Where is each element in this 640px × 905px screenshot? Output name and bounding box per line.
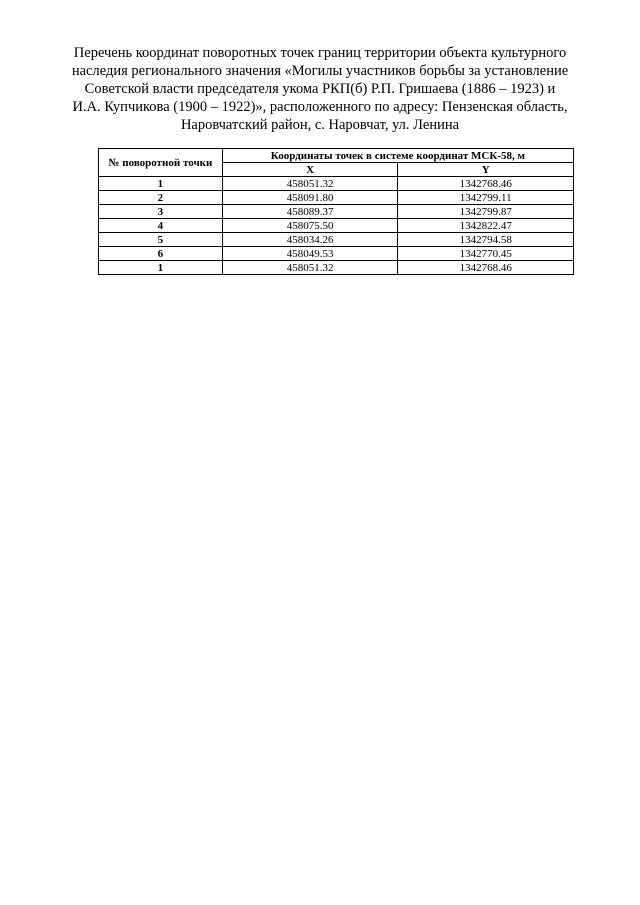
table-row [99, 177, 574, 191]
title-line: Наровчатский район, с. Наровчат, ул. Ленина [180, 117, 460, 133]
title-line: Советской власти председателя укома РКП(б) Р.П. Гришаева (1886 – 1923) и [84, 81, 556, 97]
point-number: 2 [99, 191, 223, 205]
table-row [99, 233, 574, 247]
document-title [60, 44, 580, 134]
x-value: 458049.53 [222, 247, 398, 261]
coordinates-table [98, 148, 574, 275]
title-line: И.А. Купчикова (1900 – 1922)», расположенного по адресу: Пензенская область, [72, 99, 568, 115]
point-number: 1 [99, 261, 223, 275]
header-x: X [222, 163, 398, 177]
table-body [99, 177, 574, 275]
x-value: 458091.80 [222, 191, 398, 205]
x-value: 458051.32 [222, 261, 398, 275]
table-row [99, 205, 574, 219]
point-number: 4 [99, 219, 223, 233]
title-line: Перечень координат поворотных точек границ территории объекта культурного [73, 45, 567, 61]
header-point-number: № поворотной точки [99, 149, 223, 177]
point-number: 3 [99, 205, 223, 219]
x-value: 458034.26 [222, 233, 398, 247]
header-y: Y [398, 163, 574, 177]
y-value: 1342768.46 [398, 177, 574, 191]
x-value: 458075.50 [222, 219, 398, 233]
table-row [99, 261, 574, 275]
title-line: наследия регионального значения «Могилы участников борьбы за установление [71, 63, 569, 79]
y-value: 1342822.47 [398, 219, 574, 233]
x-value: 458089.37 [222, 205, 398, 219]
table-row [99, 191, 574, 205]
point-number: 6 [99, 247, 223, 261]
point-number: 1 [99, 177, 223, 191]
point-number: 5 [99, 233, 223, 247]
y-value: 1342799.87 [398, 205, 574, 219]
y-value: 1342770.45 [398, 247, 574, 261]
x-value: 458051.32 [222, 177, 398, 191]
y-value: 1342794.58 [398, 233, 574, 247]
table-row [99, 219, 574, 233]
header-coordinates: Координаты точек в системе координат МСК-58, м [222, 149, 573, 163]
y-value: 1342799.11 [398, 191, 574, 205]
y-value: 1342768.46 [398, 261, 574, 275]
table-header [99, 149, 574, 177]
table-row [99, 247, 574, 261]
